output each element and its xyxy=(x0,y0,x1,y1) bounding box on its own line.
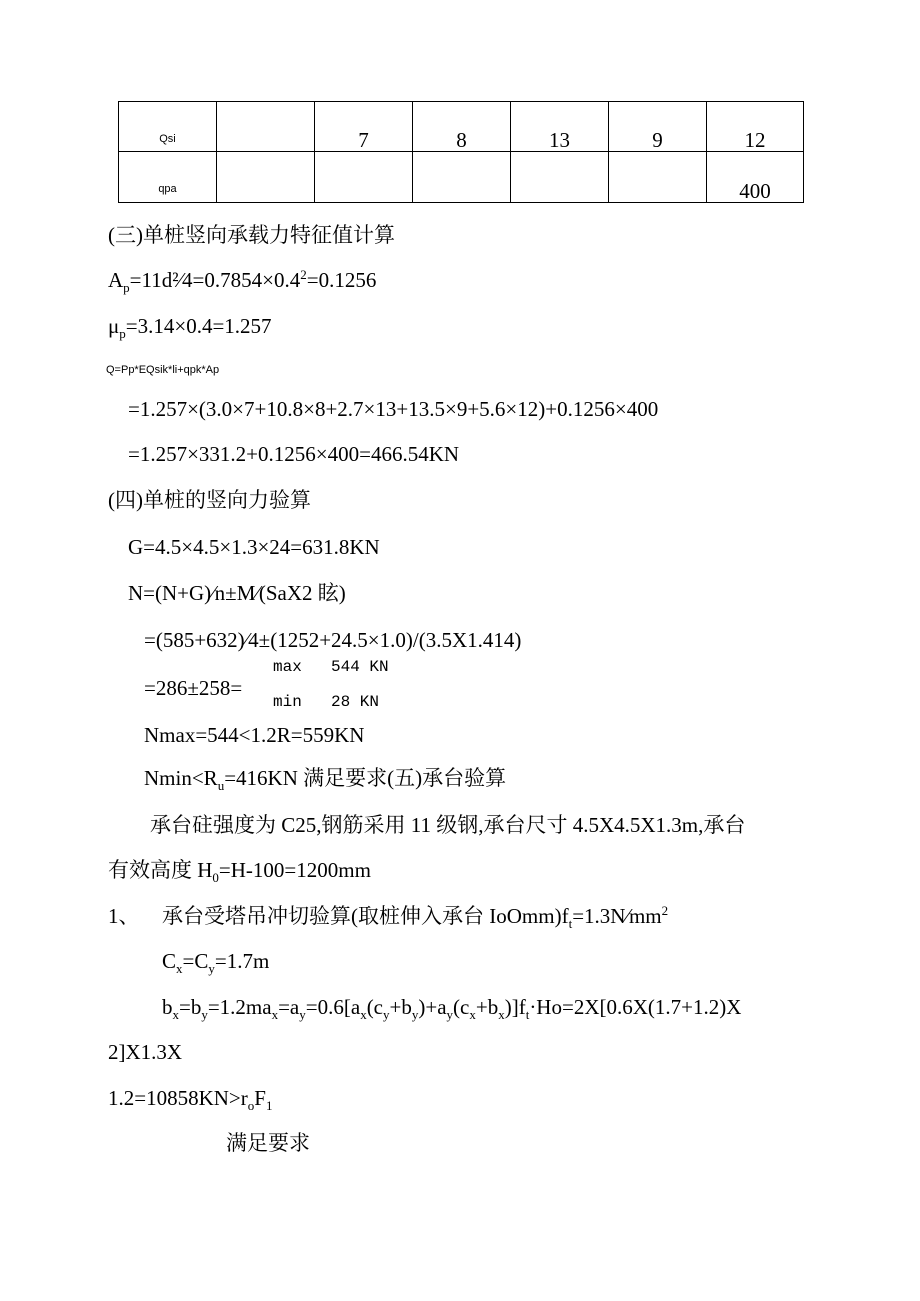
b-segment: b xyxy=(162,995,173,1019)
min-value: 28 KN xyxy=(331,693,380,711)
table-row xyxy=(119,102,804,152)
min-label: min xyxy=(273,693,302,711)
b-subscript: y xyxy=(446,1007,454,1022)
table-cell: 13 xyxy=(511,102,609,152)
h0-subscript: 0 xyxy=(212,870,219,885)
b-subscript: x xyxy=(271,1007,279,1022)
b-subscript: x xyxy=(360,1007,367,1022)
nmin-check xyxy=(144,766,507,793)
n-result: =286±258= xyxy=(144,676,243,700)
table-cell: 12 xyxy=(707,102,804,152)
q-formula: Q=Pp*EQsik*li+qpk*Ap xyxy=(106,364,220,376)
n-calc: =(585+632)⁄4±(1252+24.5×1.0)/(3.5X1.414) xyxy=(144,628,522,652)
ap-expr: =11d²⁄4=0.7854×0.4 xyxy=(129,268,301,292)
item-number: 1、 xyxy=(108,904,140,928)
ap-superscript: 2 xyxy=(300,267,307,282)
item-text: 承台受塔吊冲切验算(取桩伸入承台 IoOmm)f xyxy=(162,904,569,928)
b-segment: =1.2ma xyxy=(207,995,272,1019)
ft-subscript: t xyxy=(568,916,573,931)
r-subscript: o xyxy=(247,1098,255,1113)
section-heading: (四)单桩的竖向力验算 xyxy=(108,488,311,512)
item-heading xyxy=(162,903,669,931)
h0-label: 有效高度 H xyxy=(108,858,213,882)
table-cell: 400 xyxy=(707,152,804,203)
nmax-check: Nmax=544<1.2R=559KN xyxy=(144,723,365,747)
g-formula: G=4.5×4.5×1.3×24=631.8KN xyxy=(128,535,380,559)
satisfied-text: 满足要求 xyxy=(226,1131,310,1155)
unit-superscript: 2 xyxy=(661,903,669,918)
nmin-symbol: Nmin<R xyxy=(144,766,218,790)
c-subscript: y xyxy=(208,961,215,976)
mu-symbol: μ xyxy=(108,314,120,338)
b-segment: )]f xyxy=(504,995,526,1019)
table-row xyxy=(119,152,804,203)
n-formula: N=(N+G)⁄n±M⁄(SaX2 眩) xyxy=(128,581,346,605)
b-subscript: y xyxy=(299,1007,306,1022)
r-formula xyxy=(108,1086,273,1113)
nmin-text: =416KN 满足要求(五)承台验算 xyxy=(224,766,507,790)
row-label: qpa xyxy=(119,152,217,203)
b-segment: =a xyxy=(278,995,300,1019)
r-expr: 1.2=10858KN>r xyxy=(108,1086,248,1110)
b-segment: ·Ho=2X[0.6X(1.7+1.2)X xyxy=(529,995,742,1019)
ap-symbol: A xyxy=(108,268,124,292)
q-calc-line-2: =1.257×331.2+0.1256×400=466.54KN xyxy=(128,442,460,466)
max-value: 544 KN xyxy=(331,658,389,676)
b-subscript: t xyxy=(525,1007,530,1022)
b-segment: )+a xyxy=(418,995,447,1019)
c-subscript: x xyxy=(176,961,183,976)
c-symbol: C xyxy=(162,949,177,973)
mu-formula xyxy=(108,314,272,341)
ap-formula xyxy=(108,267,377,295)
b-subscript: x xyxy=(469,1007,476,1022)
f-symbol: F xyxy=(254,1086,266,1110)
table-cell: 8 xyxy=(413,102,511,152)
ft-value: =1.3N⁄mm xyxy=(572,904,662,928)
b-segment: =0.6[a xyxy=(305,995,361,1019)
table-cell: 7 xyxy=(315,102,413,152)
b-segment: +b xyxy=(389,995,412,1019)
b-formula xyxy=(162,995,742,1022)
max-label: max xyxy=(273,658,302,676)
c-expr: =C xyxy=(182,949,209,973)
b-subscript: y xyxy=(201,1007,208,1022)
section-heading: (三)单桩竖向承载力特征值计算 xyxy=(108,223,395,247)
table-cell xyxy=(511,152,609,203)
c-formula xyxy=(162,949,270,976)
table-cell xyxy=(217,102,315,152)
table-cell xyxy=(609,152,707,203)
b-subscript: y xyxy=(411,1007,419,1022)
b-segment: (c xyxy=(453,995,470,1019)
mu-subscript: p xyxy=(119,326,126,341)
paragraph xyxy=(108,858,371,885)
b-subscript: x xyxy=(498,1007,505,1022)
h0-expr: =H-100=1200mm xyxy=(218,858,371,882)
q-calc-line-1: =1.257×(3.0×7+10.8×8+2.7×13+13.5×9+5.6×12)+0.1256×400 xyxy=(128,397,659,421)
c-result: =1.7m xyxy=(214,949,270,973)
ap-subscript: p xyxy=(123,280,130,295)
table-cell xyxy=(217,152,315,203)
b-subscript: y xyxy=(383,1007,390,1022)
f-subscript: 1 xyxy=(265,1098,273,1113)
table-cell xyxy=(315,152,413,203)
b-segment: =b xyxy=(179,995,202,1019)
mu-expr: =3.14×0.4=1.257 xyxy=(125,314,272,338)
b-segment: +b xyxy=(475,995,499,1019)
nmin-subscript: u xyxy=(217,778,225,793)
paragraph: 承台砫强度为 C25,钢筋采用 11 级钢,承台尺寸 4.5X4.5X1.3m,承台 xyxy=(150,813,746,837)
b-subscript: x xyxy=(172,1007,179,1022)
soil-data-table xyxy=(118,101,804,203)
table-cell: 9 xyxy=(609,102,707,152)
b-formula-continued: 2]X1.3X xyxy=(108,1040,183,1064)
row-label: Qsi xyxy=(119,102,217,152)
ap-result: =0.1256 xyxy=(306,268,377,292)
table-cell xyxy=(413,152,511,203)
b-segment: (c xyxy=(366,995,384,1019)
